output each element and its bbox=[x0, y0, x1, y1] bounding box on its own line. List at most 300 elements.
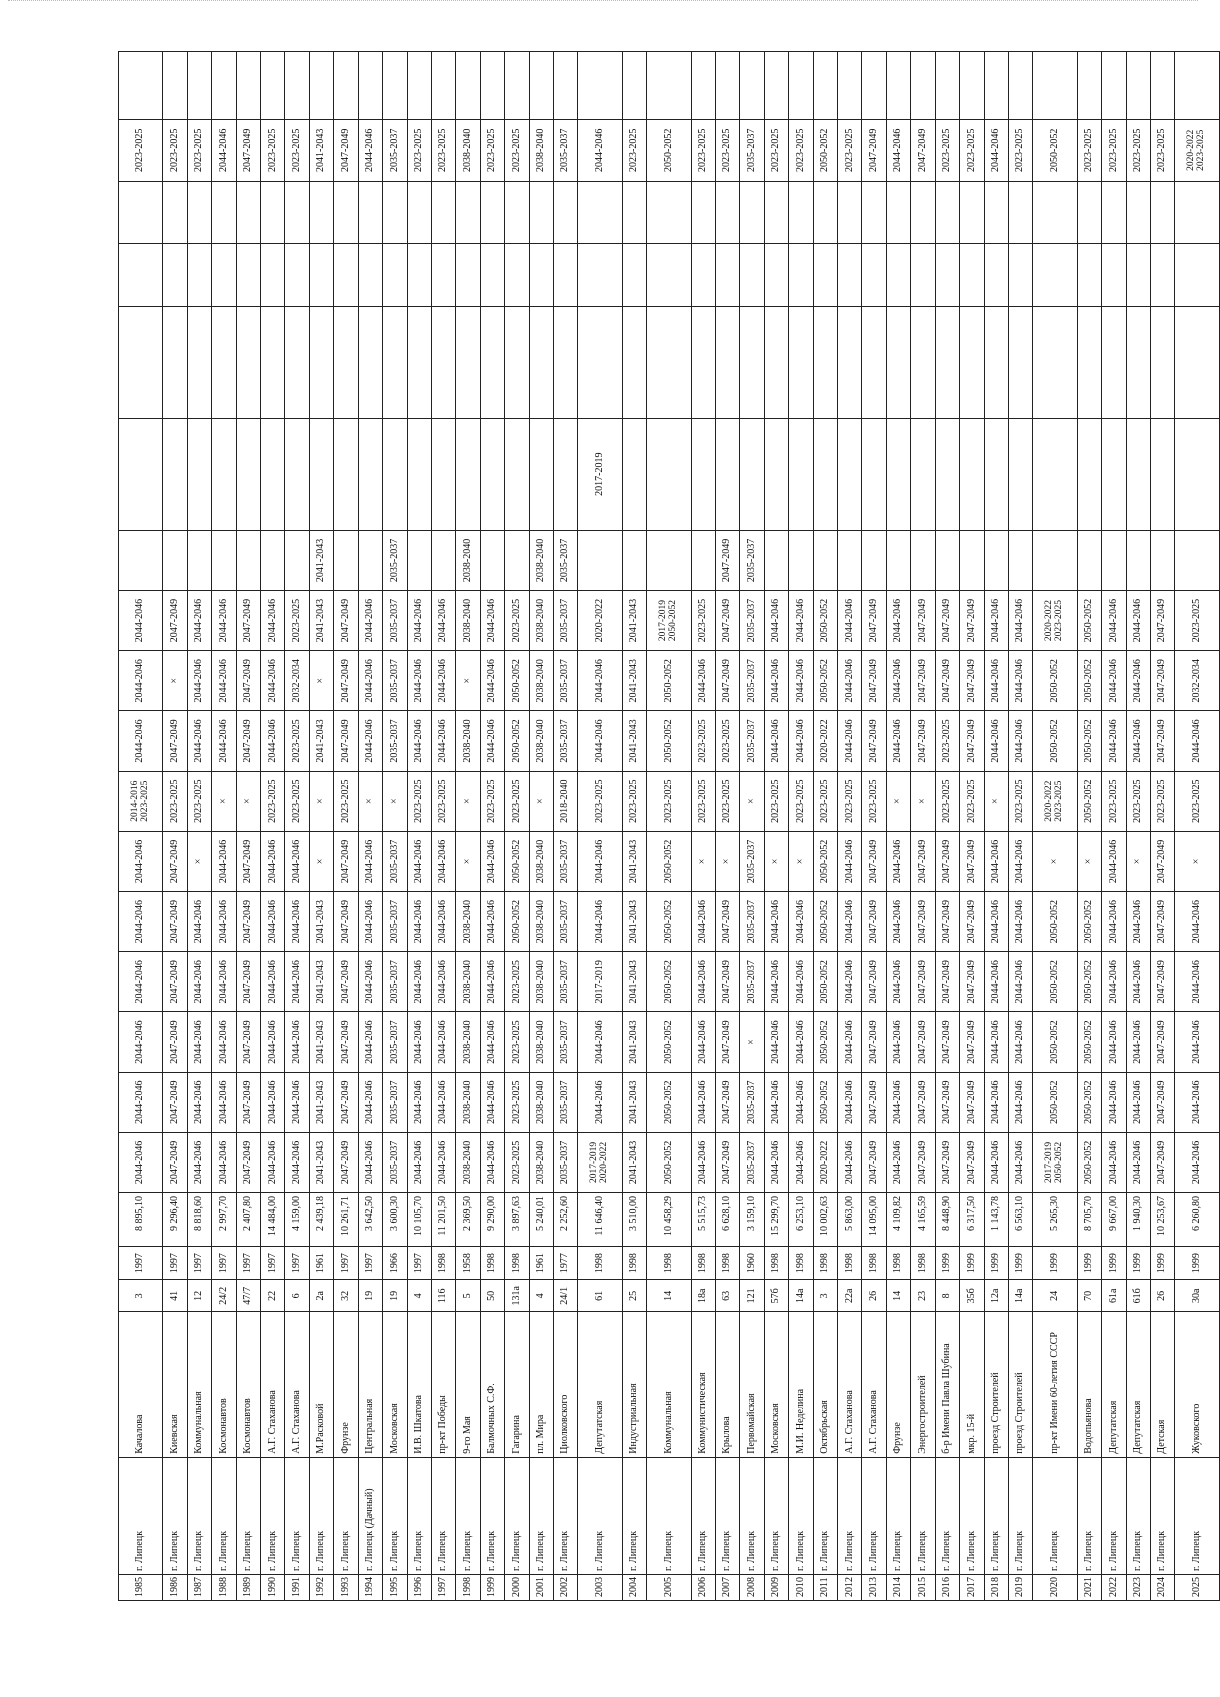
work-period-cell-15 bbox=[984, 181, 1008, 243]
work-period-cell-9: 2044-2046 bbox=[480, 651, 504, 711]
city-cell: г. Липецк bbox=[862, 1457, 886, 1574]
work-period-cell-8: 2035-2037 bbox=[383, 711, 407, 771]
work-period-cell-15 bbox=[1102, 181, 1126, 243]
work-period-cell-3: 2047-2049 bbox=[911, 1012, 935, 1072]
work-period-cell-5: 2044-2046 bbox=[886, 892, 910, 952]
table-row bbox=[740, 52, 764, 1601]
row-number-cell: 2007 bbox=[716, 1575, 740, 1601]
work-period-cell-8: 2044-2046 bbox=[886, 711, 910, 771]
build-year-cell: 1998 bbox=[911, 1247, 935, 1280]
area-cell: 3 510,00 bbox=[622, 1193, 646, 1247]
work-period-cell-4: 2044-2046 bbox=[1126, 952, 1150, 1012]
work-period-cell-12 bbox=[1126, 418, 1150, 530]
work-period-cell-14 bbox=[740, 244, 764, 306]
build-year-cell: 1998 bbox=[578, 1247, 622, 1280]
work-period-cell-7: 2023-2025 bbox=[622, 771, 646, 831]
work-period-cell-16: 2023-2025 bbox=[1150, 119, 1174, 181]
street-cell: А.Г. Стаханова bbox=[862, 1312, 886, 1457]
house-number-cell: 14 bbox=[647, 1280, 691, 1312]
work-period-cell-16: 2038-2040 bbox=[529, 119, 553, 181]
empty-cell bbox=[358, 52, 382, 120]
city-cell: г. Липецк bbox=[622, 1457, 646, 1574]
work-period-cell-14 bbox=[1008, 244, 1032, 306]
city-cell: г. Липецк bbox=[911, 1457, 935, 1574]
street-cell: Гагарина bbox=[505, 1312, 529, 1457]
row-number-cell: 2016 bbox=[935, 1575, 959, 1601]
work-period-cell-6: 2050-2052 bbox=[813, 831, 837, 891]
work-period-cell-6: × bbox=[764, 831, 788, 891]
work-period-cell-4: 2017-2019 bbox=[578, 952, 622, 1012]
work-period-cell-5: 2050-2052 bbox=[813, 892, 837, 952]
row-number-cell: 2014 bbox=[886, 1575, 910, 1601]
row-number-cell: 2025 bbox=[1175, 1575, 1220, 1601]
work-period-cell-10: 2047-2049 bbox=[163, 590, 187, 650]
city-cell: г. Липецк (Дачный) bbox=[358, 1457, 382, 1574]
work-period-cell-7: × bbox=[309, 771, 333, 831]
row-number-cell: 1989 bbox=[236, 1575, 260, 1601]
work-period-cell-2: 2044-2046 bbox=[984, 1072, 1008, 1132]
work-period-cell-8: 2050-2052 bbox=[1033, 711, 1077, 771]
work-period-cell-6: × bbox=[716, 831, 740, 891]
work-period-cell-11 bbox=[647, 530, 691, 590]
build-year-cell: 1997 bbox=[187, 1247, 211, 1280]
work-period-cell-16: 2047-2049 bbox=[236, 119, 260, 181]
house-number-cell: 24/1 bbox=[553, 1280, 577, 1312]
house-number-cell: 4 bbox=[407, 1280, 431, 1312]
table-row bbox=[813, 52, 837, 1601]
work-period-cell-11 bbox=[1033, 530, 1077, 590]
work-period-cell-13 bbox=[935, 306, 959, 418]
work-period-cell-16: 2023-2025 bbox=[1077, 119, 1101, 181]
work-period-cell-4: 2047-2049 bbox=[935, 952, 959, 1012]
work-period-cell-10: 2044-2046 bbox=[261, 590, 285, 650]
work-period-cell-13 bbox=[236, 306, 260, 418]
area-cell: 6 260,80 bbox=[1175, 1193, 1220, 1247]
work-period-cell-15 bbox=[838, 181, 862, 243]
work-period-cell-12 bbox=[764, 418, 788, 530]
work-period-cell-12 bbox=[163, 418, 187, 530]
work-period-cell-1: 2047-2049 bbox=[1150, 1132, 1174, 1192]
build-year-cell: 1998 bbox=[764, 1247, 788, 1280]
work-period-cell-16: 2023-2025 bbox=[261, 119, 285, 181]
work-period-cell-13 bbox=[691, 306, 715, 418]
build-year-cell: 1999 bbox=[1102, 1247, 1126, 1280]
house-number-cell: 121 bbox=[740, 1280, 764, 1312]
work-period-cell-5: 2047-2049 bbox=[1150, 892, 1174, 952]
work-period-cell-5: 2044-2046 bbox=[480, 892, 504, 952]
work-period-cell-11 bbox=[1175, 530, 1220, 590]
empty-cell bbox=[212, 52, 236, 120]
house-number-cell: 3 bbox=[119, 1280, 163, 1312]
empty-cell bbox=[911, 52, 935, 120]
work-period-cell-6: 2044-2046 bbox=[358, 831, 382, 891]
city-cell: г. Липецк bbox=[984, 1457, 1008, 1574]
work-period-cell-4: 2044-2046 bbox=[984, 952, 1008, 1012]
work-period-cell-7: 2023-2025 bbox=[261, 771, 285, 831]
work-period-cell-5: 2047-2049 bbox=[960, 892, 984, 952]
table-row bbox=[505, 52, 529, 1601]
work-period-cell-2: 2044-2046 bbox=[212, 1072, 236, 1132]
work-period-cell-12 bbox=[935, 418, 959, 530]
work-period-cell-5: 2044-2046 bbox=[764, 892, 788, 952]
work-period-cell-12 bbox=[1150, 418, 1174, 530]
work-period-cell-8: 2044-2046 bbox=[261, 711, 285, 771]
empty-cell bbox=[163, 52, 187, 120]
work-period-cell-14 bbox=[960, 244, 984, 306]
empty-cell bbox=[407, 52, 431, 120]
work-period-cell-10: 2041-2043 bbox=[622, 590, 646, 650]
work-period-cell-3: 2044-2046 bbox=[1175, 1012, 1220, 1072]
work-period-cell-16: 2044-2046 bbox=[358, 119, 382, 181]
work-period-cell-8: 2044-2046 bbox=[480, 711, 504, 771]
street-cell: Депутатская bbox=[1126, 1312, 1150, 1457]
work-period-cell-13 bbox=[578, 306, 622, 418]
work-period-cell-3: 2044-2046 bbox=[480, 1012, 504, 1072]
house-number-cell: 6 bbox=[285, 1280, 309, 1312]
house-number-cell: 14 bbox=[886, 1280, 910, 1312]
build-year-cell: 1999 bbox=[1008, 1247, 1032, 1280]
work-period-cell-10: 2044-2046 bbox=[886, 590, 910, 650]
work-period-cell-5: 2041-2043 bbox=[622, 892, 646, 952]
build-year-cell: 1958 bbox=[456, 1247, 480, 1280]
work-period-cell-11: 2047-2049 bbox=[716, 530, 740, 590]
work-period-cell-14 bbox=[456, 244, 480, 306]
work-period-cell-2: 2044-2046 bbox=[407, 1072, 431, 1132]
table-row bbox=[886, 52, 910, 1601]
empty-cell bbox=[789, 52, 813, 120]
build-year-cell: 1999 bbox=[935, 1247, 959, 1280]
table-row bbox=[309, 52, 333, 1601]
work-period-cell-13 bbox=[309, 306, 333, 418]
street-cell: б-р Имени Павла Шубина bbox=[935, 1312, 959, 1457]
area-cell: 1 143,78 bbox=[984, 1193, 1008, 1247]
build-year-cell: 1998 bbox=[691, 1247, 715, 1280]
work-period-cell-2: 2023-2025 bbox=[505, 1072, 529, 1132]
work-period-cell-2: 2044-2046 bbox=[578, 1072, 622, 1132]
work-period-cell-12 bbox=[1175, 418, 1220, 530]
work-period-cell-14 bbox=[716, 244, 740, 306]
area-cell: 8 818,60 bbox=[187, 1193, 211, 1247]
work-period-cell-11 bbox=[1077, 530, 1101, 590]
work-period-cell-15 bbox=[236, 181, 260, 243]
work-period-cell-15 bbox=[285, 181, 309, 243]
work-period-cell-4: 2023-2025 bbox=[505, 952, 529, 1012]
build-year-cell: 1960 bbox=[740, 1247, 764, 1280]
work-period-cell-2: 2047-2049 bbox=[911, 1072, 935, 1132]
work-period-cell-12: 2017-2019 bbox=[578, 418, 622, 530]
work-period-cell-7: 2020-2022 2023-2025 bbox=[1033, 771, 1077, 831]
work-period-cell-7: 2023-2025 bbox=[285, 771, 309, 831]
city-cell: г. Липецк bbox=[236, 1457, 260, 1574]
build-year-cell: 1966 bbox=[383, 1247, 407, 1280]
build-year-cell: 1999 bbox=[1077, 1247, 1101, 1280]
area-cell: 5 515,73 bbox=[691, 1193, 715, 1247]
empty-cell bbox=[862, 52, 886, 120]
empty-cell bbox=[764, 52, 788, 120]
work-period-cell-14 bbox=[1077, 244, 1101, 306]
house-number-cell: 14а bbox=[789, 1280, 813, 1312]
work-period-cell-1: 2044-2046 bbox=[1126, 1132, 1150, 1192]
work-period-cell-11 bbox=[911, 530, 935, 590]
work-period-cell-5: 2044-2046 bbox=[358, 892, 382, 952]
work-period-cell-12 bbox=[187, 418, 211, 530]
city-cell: г. Липецк bbox=[212, 1457, 236, 1574]
work-period-cell-6: 2035-2037 bbox=[740, 831, 764, 891]
work-period-cell-2: 2038-2040 bbox=[456, 1072, 480, 1132]
work-period-cell-14 bbox=[236, 244, 260, 306]
build-year-cell: 1997 bbox=[407, 1247, 431, 1280]
empty-cell bbox=[886, 52, 910, 120]
work-period-cell-7: 2023-2025 bbox=[431, 771, 455, 831]
work-period-cell-9: 2047-2049 bbox=[716, 651, 740, 711]
work-period-cell-2: 2050-2052 bbox=[813, 1072, 837, 1132]
work-period-cell-13 bbox=[789, 306, 813, 418]
work-period-cell-11 bbox=[960, 530, 984, 590]
work-period-cell-5: 2038-2040 bbox=[456, 892, 480, 952]
work-period-cell-16: 2023-2025 bbox=[716, 119, 740, 181]
work-period-cell-16: 2044-2046 bbox=[212, 119, 236, 181]
work-period-cell-16: 2035-2037 bbox=[553, 119, 577, 181]
work-period-cell-7: 2023-2025 bbox=[691, 771, 715, 831]
work-period-cell-9: 2044-2046 bbox=[886, 651, 910, 711]
work-period-cell-12 bbox=[716, 418, 740, 530]
city-cell: г. Липецк bbox=[578, 1457, 622, 1574]
work-period-cell-10: 2044-2046 bbox=[789, 590, 813, 650]
work-period-cell-16: 2023-2025 bbox=[163, 119, 187, 181]
work-period-cell-5: 2050-2052 bbox=[1033, 892, 1077, 952]
work-period-cell-8: 2044-2046 bbox=[187, 711, 211, 771]
empty-cell bbox=[383, 52, 407, 120]
empty-cell bbox=[529, 52, 553, 120]
table-row bbox=[838, 52, 862, 1601]
work-period-cell-5: 2038-2040 bbox=[529, 892, 553, 952]
work-period-cell-8: 2047-2049 bbox=[163, 711, 187, 771]
city-cell: г. Липецк bbox=[886, 1457, 910, 1574]
work-period-cell-14 bbox=[529, 244, 553, 306]
work-period-cell-10: 2020-2022 2023-2025 bbox=[1033, 590, 1077, 650]
row-number-cell: 2002 bbox=[553, 1575, 577, 1601]
work-period-cell-6: 2044-2046 bbox=[119, 831, 163, 891]
work-period-cell-10: 2044-2046 bbox=[119, 590, 163, 650]
work-period-cell-1: 2047-2049 bbox=[935, 1132, 959, 1192]
work-period-cell-2: 2047-2049 bbox=[716, 1072, 740, 1132]
work-period-cell-10: 2044-2046 bbox=[984, 590, 1008, 650]
work-period-cell-5: 2044-2046 bbox=[1175, 892, 1220, 952]
work-period-cell-4: 2044-2046 bbox=[1175, 952, 1220, 1012]
row-number-cell: 2000 bbox=[505, 1575, 529, 1601]
work-period-cell-9: 2047-2049 bbox=[334, 651, 358, 711]
work-period-cell-3: 2047-2049 bbox=[236, 1012, 260, 1072]
work-period-cell-11: 2035-2037 bbox=[740, 530, 764, 590]
work-period-cell-11 bbox=[431, 530, 455, 590]
work-period-cell-13 bbox=[407, 306, 431, 418]
work-period-cell-12 bbox=[212, 418, 236, 530]
house-number-cell: 57б bbox=[764, 1280, 788, 1312]
work-period-cell-12 bbox=[309, 418, 333, 530]
work-period-cell-6: 2047-2049 bbox=[236, 831, 260, 891]
build-year-cell: 1997 bbox=[119, 1247, 163, 1280]
table-row bbox=[935, 52, 959, 1601]
row-number-cell: 1988 bbox=[212, 1575, 236, 1601]
work-period-cell-10: 2017-2019 2050-2052 bbox=[647, 590, 691, 650]
work-period-cell-16: 2050-2052 bbox=[647, 119, 691, 181]
area-cell: 10 253,67 bbox=[1150, 1193, 1174, 1247]
work-period-cell-16: 2023-2025 bbox=[935, 119, 959, 181]
work-period-cell-15 bbox=[480, 181, 504, 243]
work-period-cell-10: 2044-2046 bbox=[838, 590, 862, 650]
work-period-cell-2: 2047-2049 bbox=[236, 1072, 260, 1132]
work-period-cell-13 bbox=[383, 306, 407, 418]
build-year-cell: 1998 bbox=[505, 1247, 529, 1280]
street-cell: А.Г. Стаханова bbox=[285, 1312, 309, 1457]
work-period-cell-11 bbox=[236, 530, 260, 590]
table-row bbox=[553, 52, 577, 1601]
work-period-cell-6: 2035-2037 bbox=[383, 831, 407, 891]
work-period-cell-1: 2044-2046 bbox=[1102, 1132, 1126, 1192]
street-cell: А.Г. Стаханова bbox=[838, 1312, 862, 1457]
work-period-cell-6: 2035-2037 bbox=[553, 831, 577, 891]
work-period-cell-9: 2035-2037 bbox=[553, 651, 577, 711]
work-period-cell-7: 2023-2025 bbox=[1150, 771, 1174, 831]
work-period-cell-7: 2023-2025 bbox=[578, 771, 622, 831]
work-period-cell-13 bbox=[505, 306, 529, 418]
work-period-cell-4: 2044-2046 bbox=[886, 952, 910, 1012]
city-cell: г. Липецк bbox=[1033, 1457, 1077, 1574]
work-period-cell-5: 2047-2049 bbox=[935, 892, 959, 952]
work-period-cell-2: 2044-2046 bbox=[1175, 1072, 1220, 1132]
work-period-cell-2: 2047-2049 bbox=[935, 1072, 959, 1132]
table-row bbox=[431, 52, 455, 1601]
work-period-cell-11 bbox=[862, 530, 886, 590]
work-period-cell-11 bbox=[764, 530, 788, 590]
work-period-cell-4: 2038-2040 bbox=[529, 952, 553, 1012]
work-period-cell-9: 2044-2046 bbox=[764, 651, 788, 711]
house-number-cell: 22а bbox=[838, 1280, 862, 1312]
street-cell: Московская bbox=[764, 1312, 788, 1457]
work-period-cell-13 bbox=[862, 306, 886, 418]
work-period-cell-6: 2044-2046 bbox=[838, 831, 862, 891]
work-period-cell-7: 2018-2040 bbox=[553, 771, 577, 831]
house-number-cell: 70 bbox=[1077, 1280, 1101, 1312]
work-period-cell-6: 2047-2049 bbox=[334, 831, 358, 891]
work-period-cell-5: 2044-2046 bbox=[187, 892, 211, 952]
work-period-cell-9: × bbox=[163, 651, 187, 711]
house-number-cell: 22 bbox=[261, 1280, 285, 1312]
work-period-cell-1: 2047-2049 bbox=[911, 1132, 935, 1192]
work-period-cell-16: 2023-2025 bbox=[622, 119, 646, 181]
area-cell: 9 296,40 bbox=[163, 1193, 187, 1247]
work-period-cell-10: 2050-2052 bbox=[1077, 590, 1101, 650]
work-period-cell-1: 2044-2046 bbox=[886, 1132, 910, 1192]
work-period-cell-8: 2047-2049 bbox=[960, 711, 984, 771]
work-period-cell-10: 2050-2052 bbox=[813, 590, 837, 650]
work-period-cell-1: 2044-2046 bbox=[187, 1132, 211, 1192]
work-period-cell-8: 2035-2037 bbox=[553, 711, 577, 771]
work-period-cell-11 bbox=[935, 530, 959, 590]
build-year-cell: 1998 bbox=[886, 1247, 910, 1280]
work-period-cell-7: 2023-2025 bbox=[647, 771, 691, 831]
work-period-cell-8: 2038-2040 bbox=[529, 711, 553, 771]
empty-cell bbox=[716, 52, 740, 120]
house-number-cell: 61 bbox=[578, 1280, 622, 1312]
work-period-cell-11 bbox=[1150, 530, 1174, 590]
work-period-cell-15 bbox=[813, 181, 837, 243]
work-period-cell-4: 2044-2046 bbox=[407, 952, 431, 1012]
work-period-cell-11 bbox=[187, 530, 211, 590]
street-cell: Коммунальная bbox=[647, 1312, 691, 1457]
work-period-cell-7: 2023-2025 bbox=[789, 771, 813, 831]
street-cell: проезд Строителей bbox=[1008, 1312, 1032, 1457]
work-period-cell-9: 2044-2046 bbox=[119, 651, 163, 711]
area-cell: 14 095,00 bbox=[862, 1193, 886, 1247]
work-period-cell-13 bbox=[456, 306, 480, 418]
work-period-cell-3: 2044-2046 bbox=[838, 1012, 862, 1072]
work-period-cell-10: 2044-2046 bbox=[1102, 590, 1126, 650]
empty-cell bbox=[1102, 52, 1126, 120]
work-period-cell-2: 2041-2043 bbox=[622, 1072, 646, 1132]
work-period-cell-4: 2044-2046 bbox=[431, 952, 455, 1012]
work-period-cell-2: 2044-2046 bbox=[838, 1072, 862, 1132]
work-period-cell-13 bbox=[1126, 306, 1150, 418]
work-period-cell-9: 2044-2046 bbox=[691, 651, 715, 711]
table-row bbox=[1102, 52, 1126, 1601]
work-period-cell-9: 2044-2046 bbox=[431, 651, 455, 711]
work-period-cell-4: 2044-2046 bbox=[764, 952, 788, 1012]
work-period-cell-14 bbox=[886, 244, 910, 306]
city-cell: г. Липецк bbox=[1077, 1457, 1101, 1574]
work-period-cell-8: 2044-2046 bbox=[212, 711, 236, 771]
work-period-cell-1: 2044-2046 bbox=[358, 1132, 382, 1192]
build-year-cell: 1998 bbox=[622, 1247, 646, 1280]
work-period-cell-12 bbox=[431, 418, 455, 530]
work-period-cell-8: 2023-2025 bbox=[691, 711, 715, 771]
work-period-cell-14 bbox=[334, 244, 358, 306]
work-period-cell-10: 2023-2025 bbox=[285, 590, 309, 650]
empty-cell bbox=[622, 52, 646, 120]
work-period-cell-13 bbox=[261, 306, 285, 418]
city-cell: г. Липецк bbox=[553, 1457, 577, 1574]
work-period-cell-3: 2044-2046 bbox=[789, 1012, 813, 1072]
city-cell: г. Липецк bbox=[383, 1457, 407, 1574]
work-period-cell-1: 2047-2049 bbox=[716, 1132, 740, 1192]
work-period-cell-2: 2047-2049 bbox=[862, 1072, 886, 1132]
row-number-cell: 2021 bbox=[1077, 1575, 1101, 1601]
area-cell: 14 484,00 bbox=[261, 1193, 285, 1247]
work-period-cell-15 bbox=[553, 181, 577, 243]
work-period-cell-11 bbox=[691, 530, 715, 590]
empty-cell bbox=[1175, 52, 1220, 120]
work-period-cell-13 bbox=[187, 306, 211, 418]
work-period-cell-3: 2038-2040 bbox=[456, 1012, 480, 1072]
work-period-cell-4: 2047-2049 bbox=[862, 952, 886, 1012]
work-period-cell-10: 2035-2037 bbox=[383, 590, 407, 650]
work-period-cell-3: 2044-2046 bbox=[261, 1012, 285, 1072]
work-period-cell-9: 2050-2052 bbox=[813, 651, 837, 711]
work-period-cell-16: 2023-2025 bbox=[187, 119, 211, 181]
work-period-cell-5: 2047-2049 bbox=[911, 892, 935, 952]
work-period-cell-8: 2050-2052 bbox=[647, 711, 691, 771]
work-period-cell-7: × bbox=[456, 771, 480, 831]
house-number-cell: 12 bbox=[187, 1280, 211, 1312]
work-period-cell-2: 2044-2046 bbox=[480, 1072, 504, 1132]
work-period-cell-5: 2044-2046 bbox=[578, 892, 622, 952]
empty-cell bbox=[309, 52, 333, 120]
work-period-cell-1: 2035-2037 bbox=[553, 1132, 577, 1192]
work-period-cell-14 bbox=[935, 244, 959, 306]
work-period-cell-14 bbox=[1033, 244, 1077, 306]
house-number-cell: 32 bbox=[334, 1280, 358, 1312]
street-cell: Жуковского bbox=[1175, 1312, 1220, 1457]
